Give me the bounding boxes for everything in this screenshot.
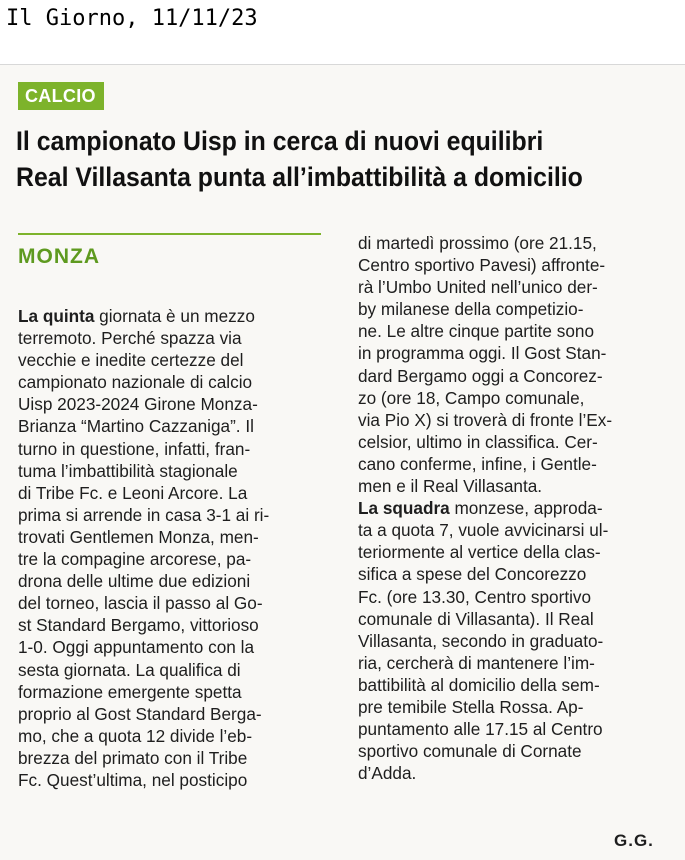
text-column-left	[18, 305, 269, 791]
text-line	[358, 365, 612, 387]
line-text: celsior, ultimo in classifica. Cer-	[358, 431, 598, 452]
line-text: vecchie e inedite certezze del	[18, 350, 244, 371]
line-text: comunale di Villasanta). Il Real	[358, 608, 594, 629]
text-line	[18, 636, 269, 658]
text-line	[358, 475, 612, 497]
text-line	[358, 431, 612, 453]
line-text: battibilità al domicilio della sem-	[358, 674, 600, 695]
text-line	[358, 563, 612, 585]
text-line	[18, 305, 269, 327]
text-line	[18, 769, 269, 791]
text-line	[358, 541, 612, 563]
line-text: pre temibile Stella Rossa. Ap-	[358, 696, 584, 717]
text-line	[18, 592, 269, 614]
text-line	[18, 393, 269, 415]
line-text: puntamento alle 17.15 al Centro	[358, 719, 603, 740]
text-line	[18, 725, 269, 747]
line-text: zo (ore 18, Campo comunale,	[358, 387, 585, 408]
category-tag: CALCIO	[18, 82, 104, 110]
text-line	[358, 387, 612, 409]
line-text: cano conferme, infine, i Gentle-	[358, 453, 597, 474]
line-text: formazione emergente spetta	[18, 681, 242, 702]
line-text: ne. Le altre cinque partite sono	[358, 321, 595, 342]
text-line	[358, 453, 612, 475]
text-line	[358, 232, 612, 254]
line-text: dard Bergamo oggi a Concorez-	[358, 365, 603, 386]
text-line	[18, 681, 269, 703]
line-text: ria, cercherà di mantenere l’im-	[358, 652, 595, 673]
text-line	[18, 460, 269, 482]
author-signature: G.G.	[614, 831, 654, 850]
line-text: d’Adda.	[358, 763, 417, 784]
line-text: in programma oggi. Il Gost Stan-	[358, 343, 607, 364]
line-text: tuma l’imbattibilità stagionale	[18, 460, 238, 481]
line-text: giornata è un mezzo	[94, 306, 255, 326]
line-text: Fc. (ore 13.30, Centro sportivo	[358, 586, 592, 607]
line-text: del torneo, lascia il passo al Go-	[18, 593, 263, 614]
text-line	[358, 298, 612, 320]
line-text: trovati Gentlemen Monza, men-	[18, 526, 259, 547]
text-line	[358, 696, 612, 718]
text-line	[18, 371, 269, 393]
text-line	[18, 659, 269, 681]
source-caption: Il Giorno, 11/11/23	[6, 6, 258, 31]
section-rule	[18, 233, 321, 235]
line-text: Fc. Quest’ultima, nel posticipo	[18, 769, 248, 790]
text-line	[358, 740, 612, 762]
line-text: proprio al Gost Standard Berga-	[18, 703, 262, 724]
line-text: monzese, approda-	[449, 498, 603, 519]
text-line	[358, 674, 612, 696]
text-line	[358, 630, 612, 652]
text-line	[18, 415, 269, 437]
text-line	[358, 586, 612, 608]
text-line	[358, 409, 612, 431]
text-line	[18, 438, 269, 460]
text-line	[358, 718, 612, 740]
line-text: Brianza “Martino Cazzaniga”. Il	[18, 416, 254, 437]
text-line	[358, 497, 612, 519]
text-line	[18, 327, 269, 349]
text-line	[18, 703, 269, 725]
text-line	[18, 482, 269, 504]
line-text: rà l’Umbo United nell’unico der-	[358, 277, 598, 298]
text-line	[18, 548, 269, 570]
newspaper-clipping	[0, 64, 685, 860]
line-text: Villasanta, secondo in graduato-	[358, 630, 604, 651]
line-text: mo, che a quota 12 divide l’eb-	[18, 725, 253, 746]
line-text: 1-0. Oggi appuntamento con la	[18, 637, 255, 658]
text-line	[358, 342, 612, 364]
line-text: campionato nazionale di calcio	[18, 372, 253, 393]
line-text: di martedì prossimo (ore 21.15,	[358, 233, 597, 253]
text-line	[18, 526, 269, 548]
line-text: drona delle ultime due edizioni	[18, 571, 251, 592]
line-text: di Tribe Fc. e Leoni Arcore. La	[18, 482, 248, 503]
paragraph-lead: La quinta	[18, 306, 95, 326]
line-text: by milanese della competizio-	[358, 299, 584, 320]
text-line	[358, 254, 612, 276]
line-text: via Pio X) si troverà di fronte l’Ex-	[358, 409, 613, 430]
line-text: sesta giornata. La qualifica di	[18, 659, 241, 680]
section-label: MONZA	[18, 245, 100, 268]
headline-line: Il campionato Uisp in cerca di nuovi equilibri	[16, 126, 544, 156]
text-line	[358, 320, 612, 342]
paragraph-lead: La squadra	[358, 498, 450, 519]
text-line	[358, 519, 612, 541]
line-text: turno in questione, infatti, fran-	[18, 438, 251, 459]
line-text: teriormente al vertice della clas-	[358, 542, 601, 563]
text-line	[358, 652, 612, 674]
line-text: sifica a spese del Concorezzo	[358, 564, 587, 585]
line-text: tre la compagine arcorese, pa-	[18, 549, 252, 570]
line-text: Centro sportivo Pavesi) affronte-	[358, 255, 606, 276]
line-text: sportivo comunale di Cornate	[358, 741, 582, 762]
text-line	[18, 570, 269, 592]
headline	[16, 123, 623, 195]
text-line	[18, 747, 269, 769]
line-text: men e il Real Villasanta.	[358, 476, 543, 497]
text-line	[18, 504, 269, 526]
text-column-right	[358, 232, 612, 784]
text-line	[358, 276, 612, 298]
text-line	[18, 349, 269, 371]
headline-line: Real Villasanta punta all’imbattibilità a domicilio	[16, 162, 583, 192]
line-text: prima si arrende in casa 3-1 ai ri-	[18, 504, 270, 525]
text-line	[18, 614, 269, 636]
line-text: Uisp 2023-2024 Girone Monza-	[18, 394, 258, 415]
text-line	[358, 608, 612, 630]
line-text: terremoto. Perché spazza via	[18, 328, 242, 349]
line-text: st Standard Bergamo, vittorioso	[18, 615, 259, 636]
line-text: brezza del primato con il Tribe	[18, 747, 248, 768]
text-line	[358, 762, 612, 784]
line-text: ta a quota 7, vuole avvicinarsi ul-	[358, 520, 609, 541]
